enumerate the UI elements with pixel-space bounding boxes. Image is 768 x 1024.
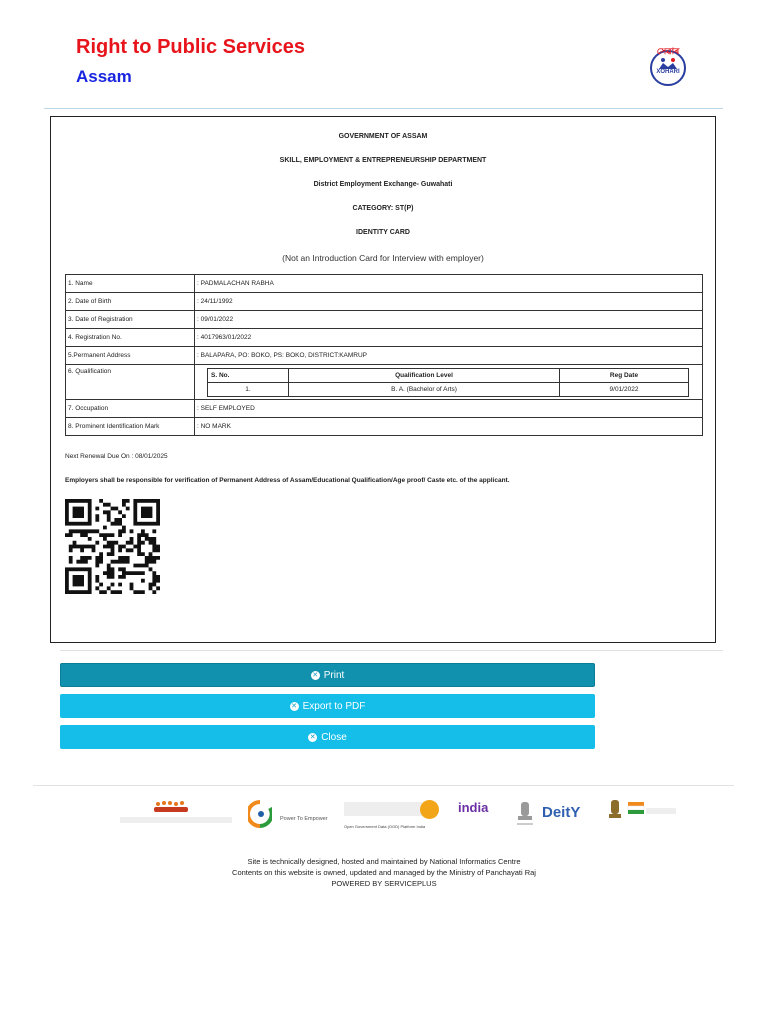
details-table (65, 274, 703, 436)
field-value: : SELF EMPLOYED (195, 400, 703, 418)
logo-mark-text: সেৱাৰ (656, 46, 680, 56)
data-gov-in-badge (420, 800, 439, 819)
table-row (66, 347, 703, 365)
data-gov-logo[interactable] (342, 798, 442, 832)
card-heading-category: CATEGORY: ST(P) (352, 205, 414, 212)
ogd-caption: Open Government Data (OGD) Platform India (344, 824, 426, 829)
field-value: : NO MARK (195, 418, 703, 436)
export-pdf-button-label: Export to PDF (302, 700, 366, 712)
employer-note: Employers shall be responsible for verification of Permanent Address of Assam/Educational Qualification/Age proof/ Caste etc. of the applicant. (65, 477, 510, 484)
people-icon (658, 57, 678, 69)
column-header: Reg Date (560, 369, 689, 383)
card-heading-department: SKILL, EMPLOYMENT & ENTREPRENEURSHIP DEPARTMENT (279, 157, 487, 164)
field-label: 7. Occupation (66, 400, 195, 418)
export-pdf-icon: ✕ (291, 702, 298, 710)
column-header: Qualification Level (289, 369, 560, 383)
india-gov-logo[interactable] (456, 798, 500, 832)
table-row (66, 400, 703, 418)
digital-india-logo[interactable] (248, 798, 334, 832)
field-label: 8. Prominent Identification Mark (66, 418, 195, 436)
mopr-logo[interactable] (608, 798, 678, 832)
site-footer (0, 856, 768, 889)
digital-india-tagline: Power To Empower (280, 816, 328, 822)
field-label: 4. Registration No. (66, 329, 195, 347)
logo-label: XOHARI (656, 69, 680, 75)
print-button[interactable] (60, 663, 595, 687)
page-subtitle: Assam (76, 67, 132, 86)
mopr-emblem-flag-icon (608, 798, 678, 832)
footer-line-powered: POWERED BY SERVICEPLUS (331, 879, 437, 888)
field-value: : 4017963/01/2022 (195, 329, 703, 347)
field-label: 1. Name (66, 275, 195, 293)
card-heading-government: GOVERNMENT OF ASSAM (338, 133, 428, 140)
serviceplus-people-icon (120, 798, 232, 832)
qualification-table (207, 368, 689, 397)
partner-logos (120, 798, 680, 832)
qualification-cell (195, 365, 703, 400)
close-icon: ✕ (309, 733, 316, 741)
serviceplus-logo[interactable] (120, 798, 232, 832)
qr-finder-pattern (67, 569, 90, 592)
print-icon: ✕ (312, 671, 319, 679)
field-value: : BALAPARA, PO: BOKO, PS: BOKO, DISTRICT:KAMRUP (195, 347, 703, 365)
close-button-label: Close (321, 731, 347, 743)
field-value: : PADMALACHAN RABHA (195, 275, 703, 293)
export-pdf-button[interactable] (60, 694, 595, 718)
field-label: 6. Qualification (66, 365, 195, 400)
field-label: 5.Permanent Address (66, 347, 195, 365)
table-cell: 1. (208, 383, 289, 397)
deity-wordmark: DeitY (542, 804, 581, 821)
deity-logo[interactable] (542, 798, 596, 832)
qr-finder-pattern (135, 501, 158, 524)
qr-code (65, 499, 167, 595)
field-label: 3. Date of Registration (66, 311, 195, 329)
card-heading-identity: IDENTITY CARD (356, 229, 410, 236)
table-cell: 9/01/2022 (560, 383, 689, 397)
footer-line-ministry: Contents on this website is owned, updated and managed by the Ministry of Panchayati Raj (232, 868, 536, 877)
india-gov-wordmark: india (458, 800, 489, 815)
close-button[interactable] (60, 725, 595, 749)
field-value: : 09/01/2022 (195, 311, 703, 329)
xohari-logo (644, 44, 692, 86)
table-header-row (208, 369, 689, 383)
card-divider (60, 650, 723, 651)
data-gov-wordmark (344, 802, 422, 816)
table-row (66, 293, 703, 311)
table-row (66, 418, 703, 436)
card-note: (Not an Introduction Card for Interview with employer) (282, 253, 484, 263)
table-row (66, 365, 703, 400)
field-label: 2. Date of Birth (66, 293, 195, 311)
table-cell: B. A. (Bachelor of Arts) (289, 383, 560, 397)
print-button-label: Print (323, 669, 345, 681)
table-row (208, 383, 689, 397)
header-divider (44, 108, 723, 109)
digital-india-icon (248, 800, 272, 828)
column-header: S. No. (208, 369, 289, 383)
field-value: : 24/11/1992 (195, 293, 703, 311)
renewal-text: Next Renewal Due On : 08/01/2025 (65, 453, 168, 460)
table-row (66, 275, 703, 293)
emblem-logo (514, 798, 538, 832)
card-heading-exchange: District Employment Exchange- Guwahati (313, 181, 453, 188)
table-row (66, 311, 703, 329)
qr-finder-pattern (67, 501, 90, 524)
table-row (66, 329, 703, 347)
identity-card (50, 116, 716, 643)
footer-divider (33, 785, 734, 786)
emblem-icon (514, 798, 536, 828)
page-title: Right to Public Services (76, 36, 305, 58)
footer-line-nic: Site is technically designed, hosted and maintained by National Informatics Centre (247, 857, 521, 866)
